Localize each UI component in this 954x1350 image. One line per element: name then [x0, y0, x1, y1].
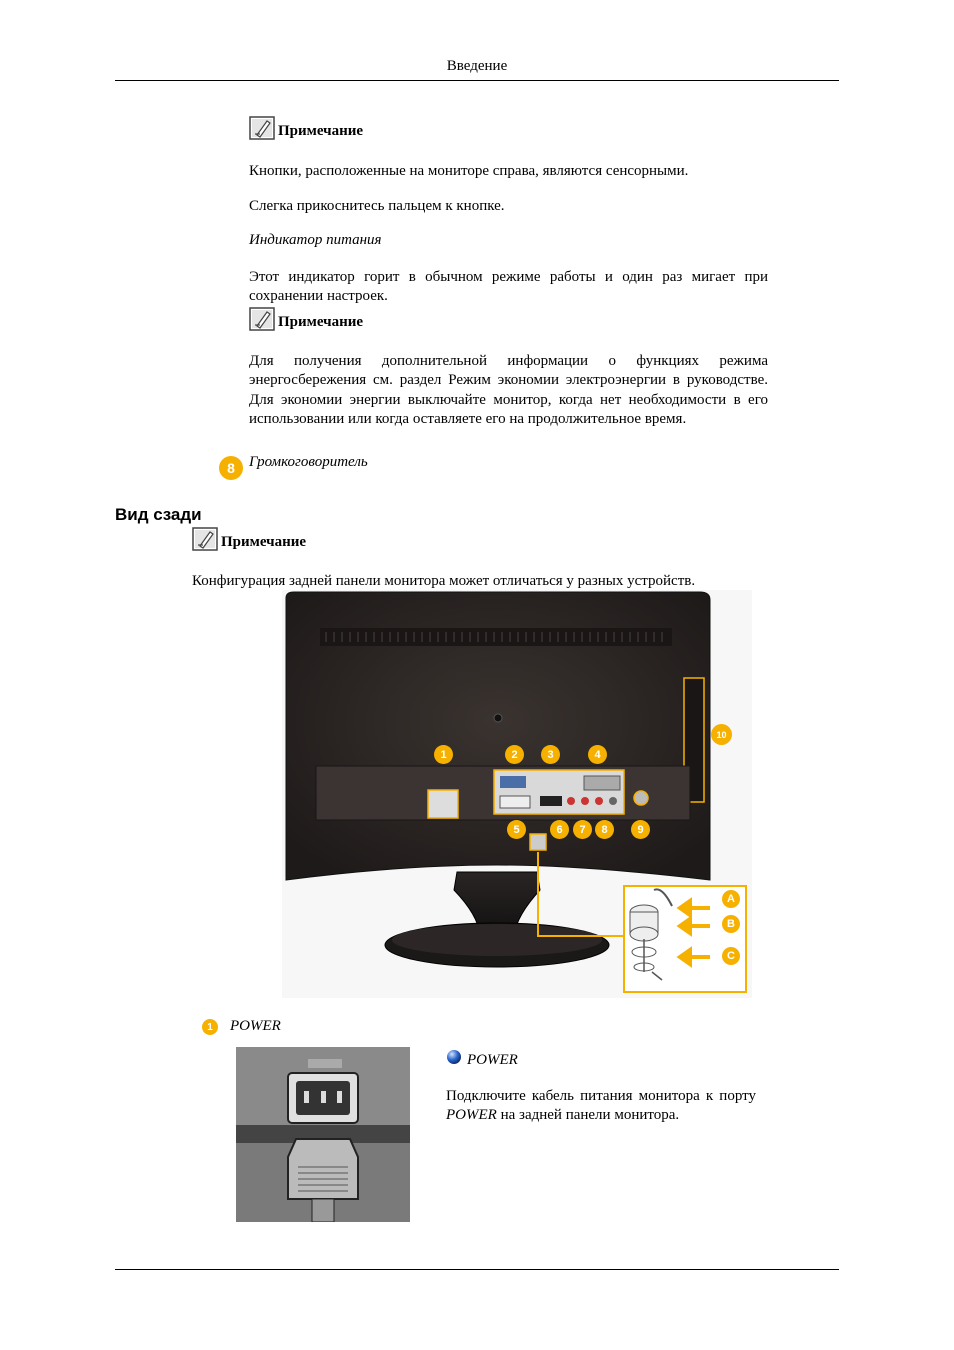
note-pencil-icon [249, 307, 275, 331]
callout-B: B [722, 915, 740, 933]
callout-C: C [722, 947, 740, 965]
rear-view-heading: Вид сзади [115, 505, 202, 524]
callout-1: 1 [434, 745, 453, 764]
power-desc-port: POWER [446, 1107, 497, 1124]
power-badge: 1 [202, 1019, 218, 1035]
speaker-label: Громкоговоритель [249, 454, 368, 470]
speaker-badge: 8 [219, 456, 243, 480]
page-header: Введение [446, 58, 508, 74]
callout-10: 10 [711, 724, 732, 745]
power-port-photo [236, 1047, 410, 1222]
note-heading-2 [249, 307, 363, 331]
callout-7: 7 [573, 820, 592, 839]
note-pencil-icon [249, 116, 275, 140]
note-label: Примечание [278, 314, 364, 330]
monitor-rear-diagram [282, 590, 752, 998]
callout-8: 8 [595, 820, 614, 839]
power-desc-text-1: Подключите кабель питания монитора к порту [446, 1088, 756, 1104]
note-pencil-icon [192, 527, 218, 551]
callout-2: 2 [505, 745, 524, 764]
energy-saving-note: Для получения дополнительной информации о функциях режима энергосбережения см. раздел Режим экономии электроэнергии в руководстве. Для экономии энергии выключайте монитор, когда нет необходимости в его использовании или когда оставляете его на продолжительное время. [249, 353, 768, 428]
footer-rule [115, 1269, 839, 1270]
power-sub-label: POWER [467, 1052, 518, 1068]
callout-3: 3 [541, 745, 560, 764]
callout-9: 9 [631, 820, 650, 839]
power-desc-text-2: на задней панели монитора. [496, 1107, 680, 1124]
callout-5: 5 [507, 820, 526, 839]
power-label: POWER [230, 1018, 281, 1034]
power-indicator-text: Этот индикатор горит в обычном режиме работы и один раз мигает при сохранении настроек. [249, 269, 768, 305]
note-label: Примечание [278, 123, 364, 139]
note-heading-1 [249, 116, 363, 140]
power-indicator-title: Индикатор питания [249, 232, 382, 248]
rear-config-note: Конфигурация задней панели монитора может отличаться у разных устройств. [192, 573, 696, 589]
paragraph-touch-hint: Слегка прикоснитесь пальцем к кнопке. [249, 198, 505, 214]
blue-bullet-icon [446, 1049, 462, 1065]
note-heading-3 [192, 527, 306, 551]
callout-4: 4 [588, 745, 607, 764]
header-rule [115, 80, 839, 81]
paragraph-touch-buttons: Кнопки, расположенные на мониторе справа, являются сенсорными. [249, 163, 689, 179]
note-label: Примечание [221, 534, 307, 550]
callout-6: 6 [550, 820, 569, 839]
power-description [446, 1087, 756, 1126]
callout-A: A [722, 890, 740, 908]
